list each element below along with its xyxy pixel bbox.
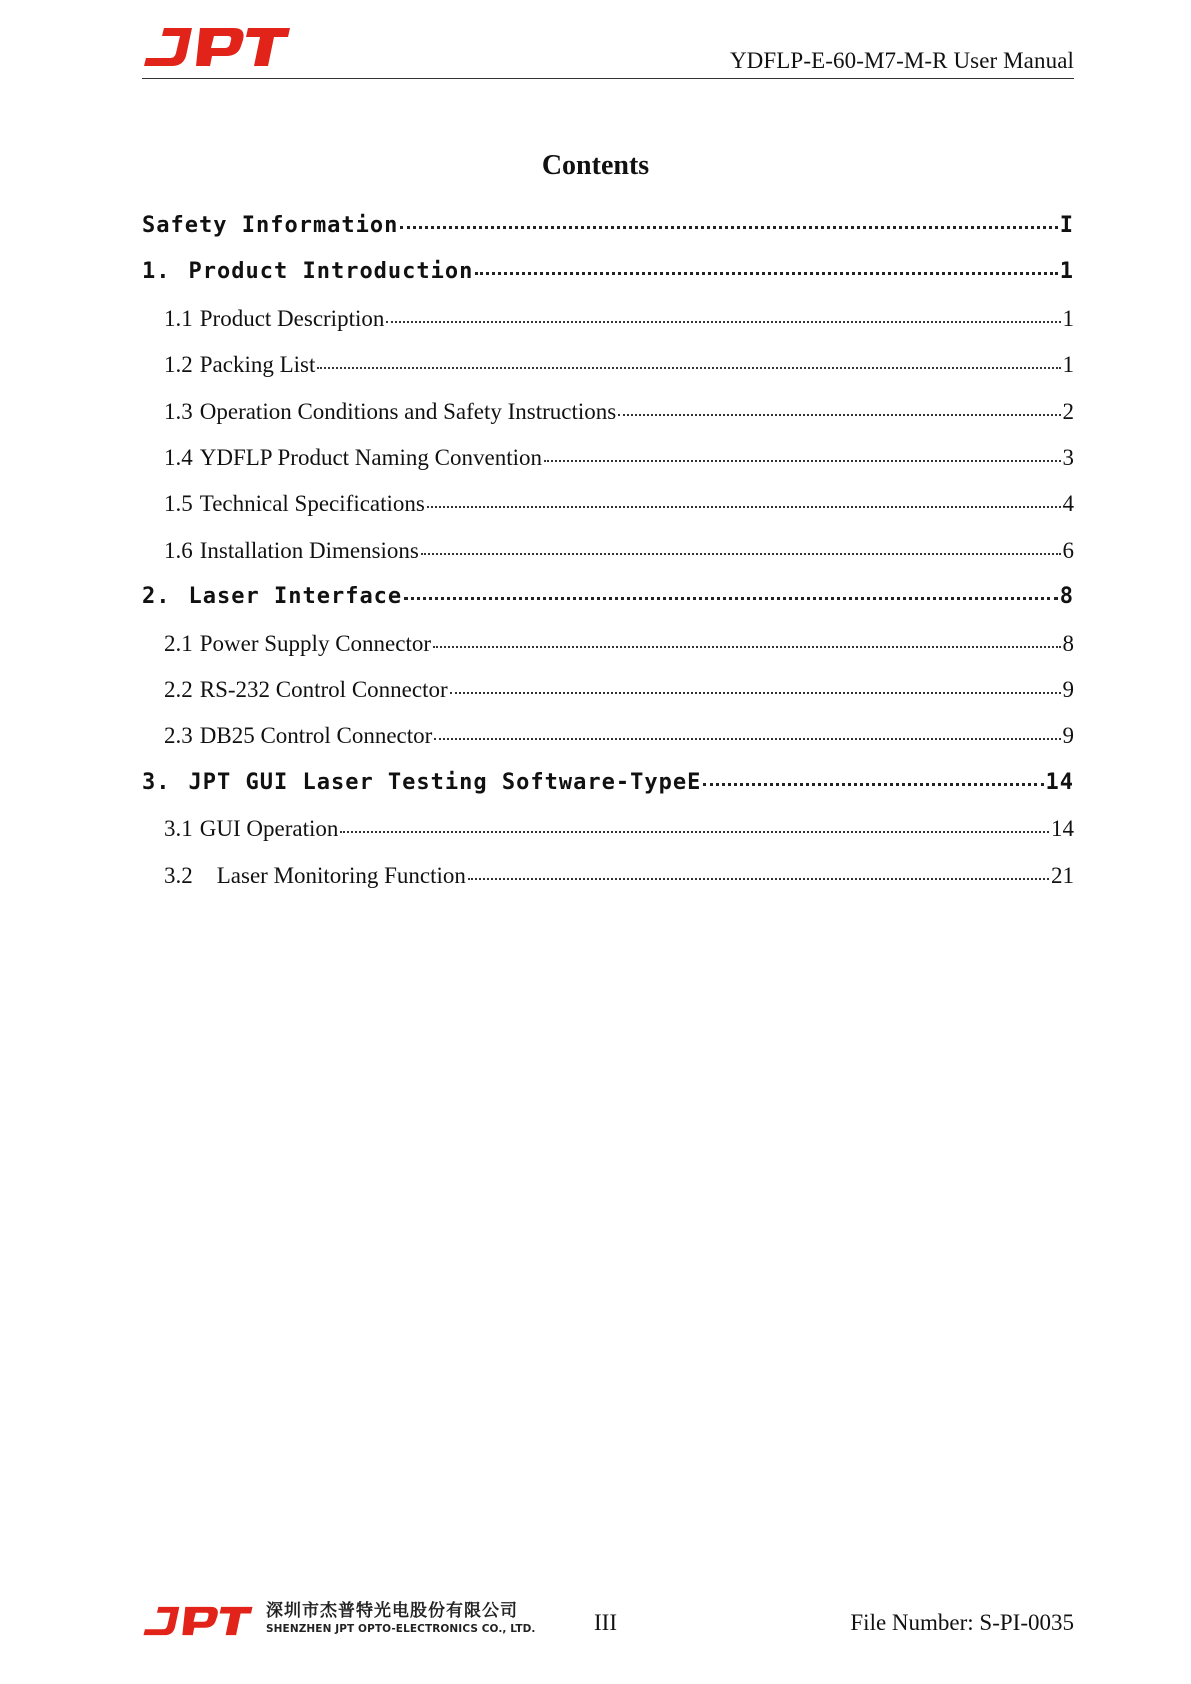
- toc-entry[interactable]: [142, 581, 1074, 609]
- toc-entry-number: 1.3: [164, 398, 193, 424]
- toc-entry-page: 4: [1062, 491, 1074, 517]
- toc-dot-leader: [434, 720, 1060, 743]
- toc-entry-number: 3.2: [164, 862, 193, 888]
- toc-entry-title: RS-232 Control Connector: [199, 677, 448, 702]
- toc-entry[interactable]: [142, 813, 1074, 842]
- toc-dot-leader: [475, 256, 1057, 278]
- toc-entry-title: YDFLP Product Naming Convention: [199, 445, 542, 470]
- toc-entry-number: 1.6: [164, 537, 193, 563]
- toc-entry[interactable]: [142, 256, 1074, 284]
- toc-entry-page: 9: [1062, 677, 1074, 702]
- toc-entry-number: 1.1: [164, 305, 193, 331]
- toc-dot-leader: [433, 628, 1060, 651]
- page-header: [142, 26, 1074, 79]
- toc-entry-title: Technical Specifications: [199, 491, 425, 517]
- toc-entry-number: 3.: [142, 769, 171, 795]
- toc-entry-title: GUI Operation: [199, 816, 339, 842]
- toc-dot-leader: [400, 210, 1057, 232]
- jpt-footer-logo: [142, 1604, 254, 1638]
- toc-entry-page: 1: [1059, 259, 1074, 285]
- toc-entry-page: 9: [1062, 723, 1074, 749]
- toc-entry-page: 3: [1062, 445, 1074, 470]
- toc-entry-title: Laser Monitoring Function: [216, 862, 466, 888]
- file-number: File Number: S-PI-0035: [850, 1610, 1074, 1635]
- toc-dot-leader: [427, 488, 1061, 511]
- toc-entry-page: 6: [1062, 537, 1074, 563]
- toc-entry-page: 1: [1062, 305, 1074, 331]
- toc-entry-title: Safety Information: [142, 213, 399, 238]
- toc-entry[interactable]: [142, 535, 1074, 564]
- toc-entry-number: 1.: [142, 259, 171, 285]
- toc-entry-number: 2.1: [164, 630, 193, 656]
- toc-entry-title: Laser Interface: [188, 584, 403, 610]
- company-name-english: SHENZHEN JPT OPTO-ELECTRONICS CO., LTD.: [266, 1623, 536, 1635]
- contents-heading: Contents: [541, 150, 650, 181]
- toc-entry-number: 3.1: [164, 816, 193, 842]
- toc-entry-number: 1.2: [164, 352, 193, 378]
- toc-entry-page: 1: [1062, 352, 1074, 378]
- toc-dot-leader: [703, 767, 1043, 789]
- toc-entry-page: I: [1059, 213, 1074, 238]
- toc-dot-leader: [468, 860, 1049, 883]
- toc-entry[interactable]: [142, 767, 1074, 795]
- company-name-chinese: 深圳市杰普特光电股份有限公司: [266, 1601, 518, 1621]
- toc-entry[interactable]: [142, 720, 1074, 749]
- toc-entry-title: Product Description: [199, 305, 385, 331]
- toc-entry-number: 2.2: [164, 677, 193, 702]
- toc-dot-leader: [386, 303, 1060, 326]
- toc-entry-title: DB25 Control Connector: [199, 723, 433, 749]
- toc-entry-title: Power Supply Connector: [199, 630, 432, 656]
- page-number: III: [594, 1610, 617, 1635]
- toc-dot-leader: [544, 442, 1061, 465]
- toc-entry-title: Packing List: [199, 352, 316, 378]
- page-footer: [142, 1598, 1074, 1646]
- toc-dot-leader: [340, 813, 1049, 836]
- toc-entry-page: 21: [1051, 862, 1074, 888]
- jpt-logo: [142, 26, 292, 68]
- toc-entry[interactable]: [142, 488, 1074, 517]
- toc-entry-number: 1.5: [164, 491, 193, 517]
- company-name: [266, 1600, 536, 1636]
- document-title: YDFLP-E-60-M7-M-R User Manual: [729, 48, 1074, 73]
- toc-entry-number: 1.4: [164, 445, 193, 470]
- toc-entry-page: 14: [1051, 816, 1074, 842]
- toc-entry[interactable]: [142, 860, 1074, 889]
- toc-entry[interactable]: [142, 210, 1074, 238]
- toc-entry[interactable]: [142, 674, 1074, 703]
- toc-entry-page: 8: [1062, 630, 1074, 656]
- toc-dot-leader: [618, 396, 1060, 419]
- toc-dot-leader: [317, 349, 1060, 372]
- toc-dot-leader: [404, 581, 1058, 603]
- toc-entry[interactable]: [142, 303, 1074, 332]
- toc-entry-title: Product Introduction: [188, 259, 474, 285]
- toc-entry[interactable]: [142, 396, 1074, 425]
- toc-entry-page: 2: [1062, 398, 1074, 424]
- toc-dot-leader: [421, 535, 1061, 558]
- toc-entry-title: Installation Dimensions: [199, 537, 419, 563]
- toc-entry[interactable]: [142, 628, 1074, 657]
- toc-entry[interactable]: [142, 442, 1074, 471]
- toc-entry-title: Operation Conditions and Safety Instructions: [199, 398, 617, 424]
- toc-entry-page: 14: [1045, 769, 1074, 795]
- toc-entry[interactable]: [142, 349, 1074, 378]
- toc-entry-title: JPT GUI Laser Testing Software-TypeE: [188, 769, 702, 795]
- toc-entry-number: 2.: [142, 584, 171, 610]
- toc-dot-leader: [450, 674, 1061, 697]
- toc-entry-page: 8: [1059, 584, 1074, 610]
- toc-entry-number: 2.3: [164, 723, 193, 749]
